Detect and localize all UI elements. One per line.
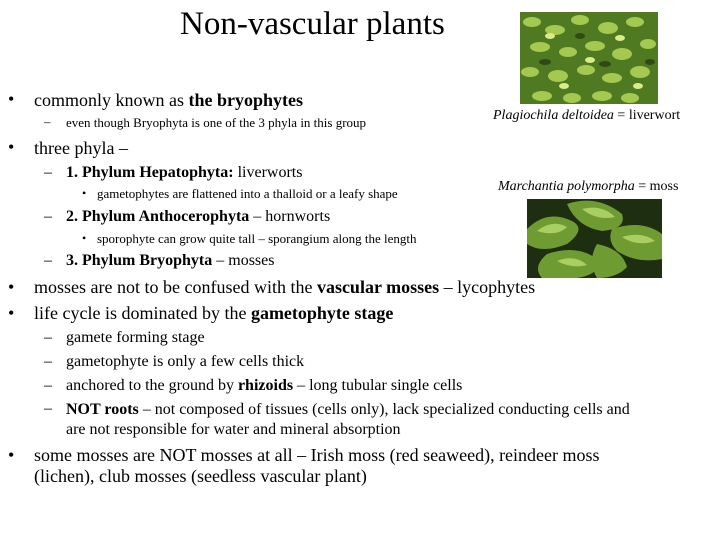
- bullet-marker: •: [8, 277, 15, 297]
- bullet-text: mosses are not to be confused with the: [34, 277, 317, 297]
- dot-marker: •: [82, 186, 87, 200]
- sub-bold-text: rhizoids: [237, 377, 294, 394]
- sub-few-cells-thick: gametophyte is only a few cells thick: [66, 353, 305, 370]
- bullet-marker: •: [8, 89, 15, 109]
- bullet-not-mosses: some mosses are NOT mosses at all – Irish moss (red seaweed), reindeer moss (lichen), club mosses (seedless vascular plant): [34, 445, 600, 486]
- dash-marker: –: [44, 353, 52, 370]
- phylum-name: 3. Phylum Bryophyta: [66, 252, 213, 269]
- sub-rhizoids: [66, 377, 462, 395]
- dash-marker: –: [44, 329, 52, 346]
- phylum-common-name: – mosses: [212, 252, 275, 269]
- dash-marker: –: [44, 208, 52, 225]
- phylum-name: 1. Phylum Hepatophyta:: [66, 164, 234, 181]
- sub-not-roots: [66, 400, 641, 440]
- bullet-bold-text: the bryophytes: [188, 90, 304, 110]
- bullet-three-phyla: three phyla –: [34, 138, 128, 158]
- moss-caption-rest: = moss: [634, 179, 679, 194]
- bullet-marker: •: [8, 137, 15, 157]
- bullet-marker: •: [8, 445, 15, 465]
- liverwort-caption-rest: = liverwort: [613, 108, 681, 123]
- anthocerophyta-note: sporophyte can grow quite tall – sporangium along the length: [97, 231, 417, 246]
- bullet-bold-text: vascular mosses: [316, 277, 440, 297]
- liverwort-caption: [493, 108, 680, 124]
- sub-text-rest: – not composed of tissues (cells only), lack specialized conducting cells and are not responsible for water and mineral absorption: [66, 401, 630, 438]
- liverwort-photo: [520, 12, 658, 104]
- moss-species-name: Marchantia polymorpha: [498, 179, 635, 194]
- marchantia-photo: [527, 199, 662, 278]
- hepatophyta-note: gametophytes are flattened into a thalloid or a leafy shape: [97, 186, 398, 201]
- bullet-text: life cycle is dominated by the: [34, 303, 251, 323]
- phylum-anthocerophyta: [66, 208, 330, 226]
- bullet-marker: •: [8, 303, 15, 323]
- bullet-bryophytes: [34, 90, 303, 111]
- moss-caption: [498, 179, 678, 195]
- bullet-text: commonly known as: [34, 90, 189, 110]
- phylum-hepatophyta: [66, 164, 302, 182]
- phylum-bryophyta: [66, 252, 274, 270]
- dash-marker: –: [44, 114, 51, 129]
- liverwort-species-name: Plagiochila deltoidea: [493, 108, 614, 123]
- dash-marker: –: [44, 400, 52, 417]
- bullet-text-rest: – lycophytes: [439, 277, 536, 297]
- phylum-common-name: – hornworts: [249, 208, 331, 225]
- bullet-life-cycle: [34, 303, 393, 324]
- dot-marker: •: [82, 231, 87, 245]
- sub-gamete-forming: gamete forming stage: [66, 329, 205, 346]
- phylum-name: 2. Phylum Anthocerophyta: [66, 208, 250, 225]
- sub-bold-text: NOT roots: [66, 401, 139, 418]
- sub-text-rest: – long tubular single cells: [293, 377, 463, 394]
- dash-marker: –: [44, 252, 52, 269]
- sub-bryophyta-note: even though Bryophyta is one of the 3 phyla in this group: [66, 115, 367, 130]
- dash-marker: –: [44, 164, 52, 181]
- slide-title: Non-vascular plants: [180, 6, 445, 42]
- phylum-common-name: liverworts: [233, 164, 303, 181]
- sub-text: anchored to the ground by: [66, 377, 238, 394]
- dash-marker: –: [44, 377, 52, 394]
- bullet-vascular-mosses: [34, 277, 535, 298]
- bullet-bold-text: gametophyte stage: [250, 303, 394, 323]
